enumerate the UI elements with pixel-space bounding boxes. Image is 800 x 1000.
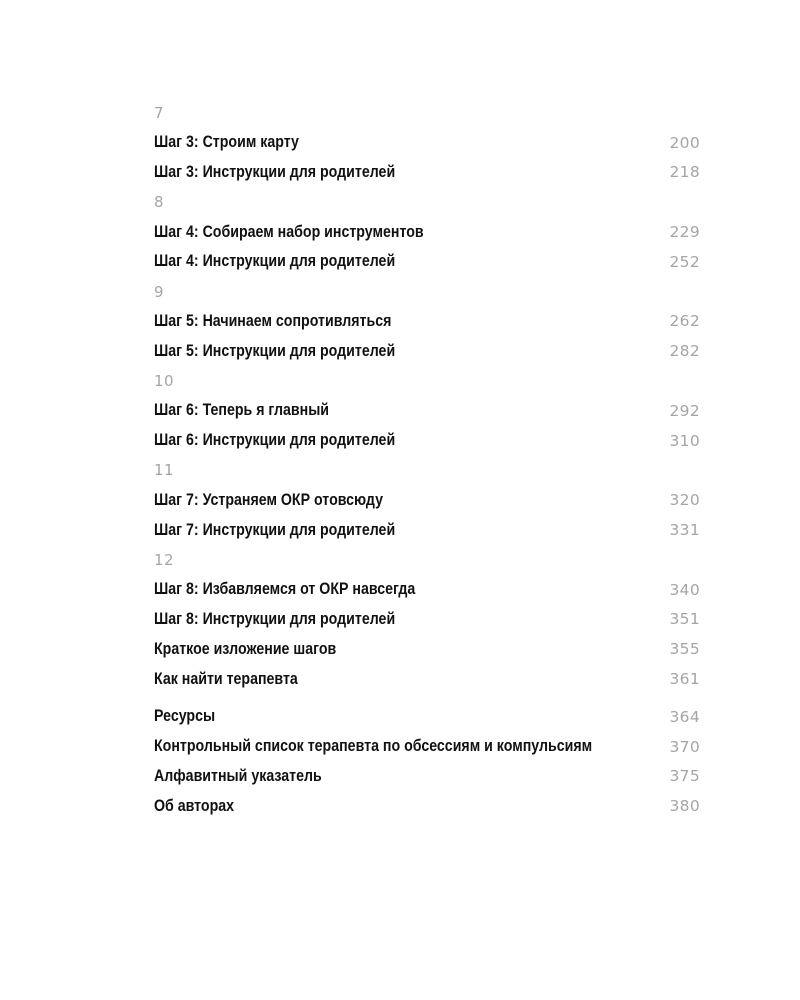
toc-entry-title: Шаг 3: Инструкции для родителей <box>154 162 396 181</box>
toc-entry <box>154 732 700 762</box>
toc-entry-title: Шаг 5: Инструкции для родителей <box>154 341 396 360</box>
toc-entry-page-number: 380 <box>669 797 700 816</box>
chapter-number: 10 <box>154 372 175 391</box>
toc-entry <box>154 634 700 664</box>
toc-entry-title: Шаг 8: Избавляемся от ОКР навсегда <box>154 580 416 599</box>
toc-entry <box>154 485 700 515</box>
toc-entry-title: Шаг 6: Теперь я главный <box>154 401 330 420</box>
toc-entry-title: Контрольный список терапевта по обсессиям и компульсиям <box>154 737 593 756</box>
chapter-number: 11 <box>154 461 175 480</box>
toc-entry-title: Шаг 7: Инструкции для родителей <box>154 520 396 539</box>
chapter-number-row <box>154 366 700 396</box>
toc-entry-title: Об авторах <box>154 796 235 815</box>
chapter-number-row <box>154 545 700 575</box>
toc-entry-title: Краткое изложение шагов <box>154 639 337 658</box>
toc-entry-page-number: 292 <box>669 401 700 420</box>
toc-entry-page-number: 310 <box>669 431 700 450</box>
toc-entry <box>154 217 700 247</box>
chapter-number: 7 <box>154 103 165 122</box>
toc-entry-title: Алфавитный указатель <box>154 766 322 785</box>
toc-entry-page-number: 331 <box>669 521 700 540</box>
toc-entry <box>154 336 700 366</box>
toc-entry-page-number: 340 <box>669 580 700 599</box>
toc-entry <box>154 426 700 456</box>
toc-entry <box>154 515 700 545</box>
toc-entry-page-number: 320 <box>669 491 700 510</box>
chapter-number-row <box>154 98 700 128</box>
toc-entry-title: Шаг 5: Начинаем сопротивляться <box>154 311 392 330</box>
toc-entry-title: Шаг 6: Инструкции для родителей <box>154 431 396 450</box>
toc-entry <box>154 702 700 732</box>
toc-entry-page-number: 282 <box>669 342 700 361</box>
toc-entry <box>154 664 700 694</box>
toc-entry <box>154 605 700 635</box>
toc-entry <box>154 791 700 821</box>
toc-entry-page-number: 218 <box>669 163 700 182</box>
toc-entry-title: Шаг 8: Инструкции для родителей <box>154 609 396 628</box>
toc-entry-title: Шаг 4: Инструкции для родителей <box>154 252 396 271</box>
toc-entry <box>154 396 700 426</box>
toc-entry-page-number: 375 <box>669 767 700 786</box>
toc-entry-title: Как найти терапевта <box>154 669 298 688</box>
chapter-number-row <box>154 277 700 307</box>
toc-entry-page-number: 262 <box>669 312 700 331</box>
toc-entry-page-number: 370 <box>669 737 700 756</box>
toc-entry <box>154 762 700 792</box>
toc-entry-page-number: 361 <box>669 670 700 689</box>
toc-entry <box>154 158 700 188</box>
chapter-number: 8 <box>154 193 165 212</box>
toc-entry-page-number: 364 <box>669 707 700 726</box>
toc-entry-page-number: 229 <box>669 223 700 242</box>
toc-entry <box>154 307 700 337</box>
toc-entry-title: Ресурсы <box>154 707 216 726</box>
toc-entry-title: Шаг 4: Собираем набор инструментов <box>154 222 424 241</box>
toc-entry-page-number: 351 <box>669 610 700 629</box>
chapter-number-row <box>154 456 700 486</box>
chapter-number: 9 <box>154 282 165 301</box>
chapter-number: 12 <box>154 550 175 569</box>
toc-entry <box>154 575 700 605</box>
toc-entry-page-number: 200 <box>669 133 700 152</box>
toc-entry <box>154 128 700 158</box>
table-of-contents <box>154 98 700 821</box>
toc-entry-title: Шаг 3: Строим карту <box>154 133 299 152</box>
toc-entry-page-number: 252 <box>669 252 700 271</box>
toc-entry-page-number: 355 <box>669 640 700 659</box>
chapter-number-row <box>154 187 700 217</box>
toc-entry-title: Шаг 7: Устраняем ОКР отовсюду <box>154 490 384 509</box>
toc-entry <box>154 247 700 277</box>
